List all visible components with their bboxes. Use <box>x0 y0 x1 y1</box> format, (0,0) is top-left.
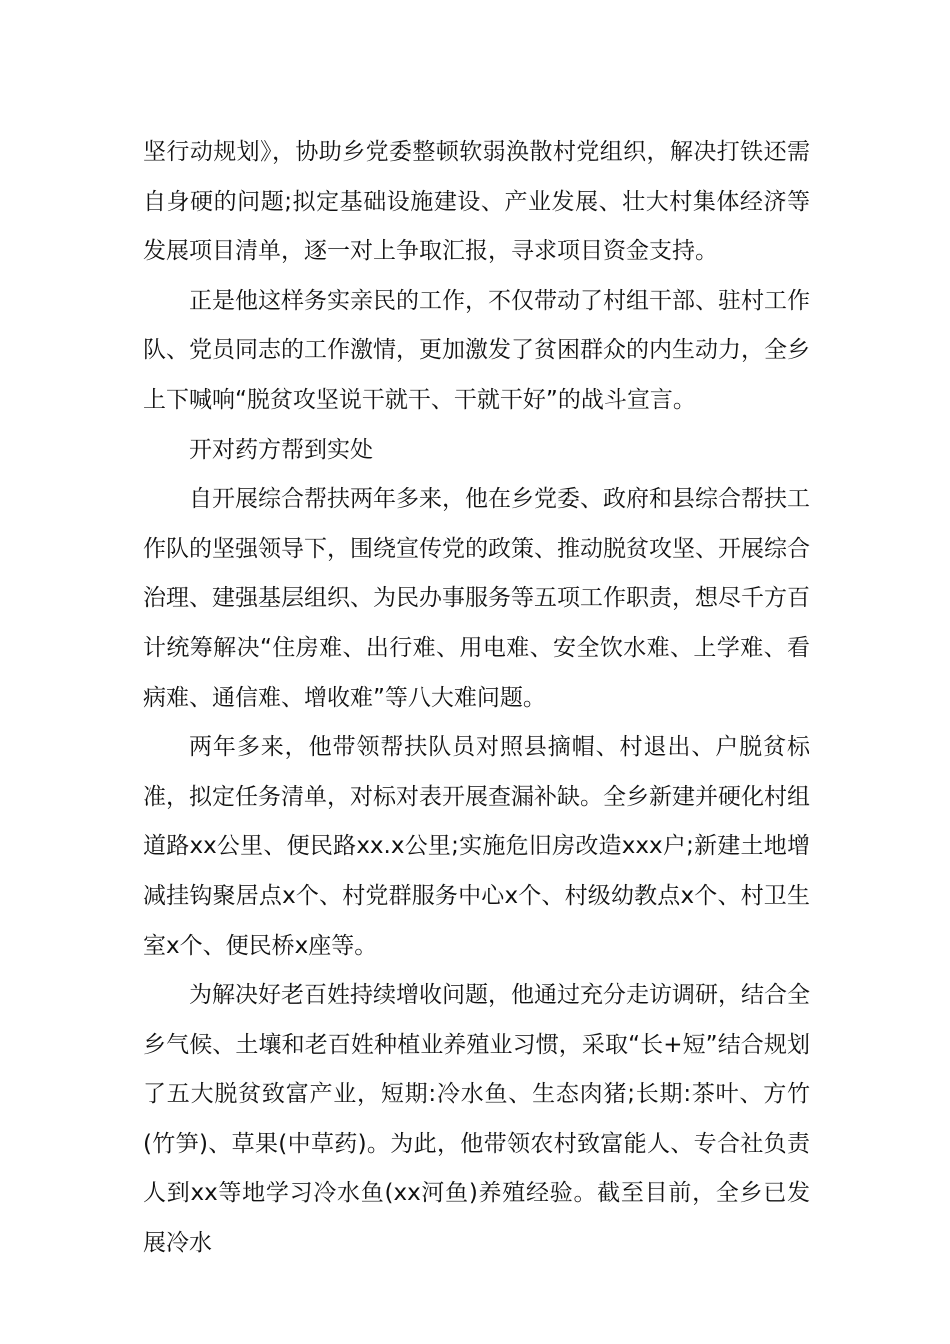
section-heading: 开对药方帮到实处 <box>189 436 373 463</box>
paragraph-1: 坚行动规划》，协助乡党委整顿软弱涣散村党组织，解决打铁还需自身硬的问题;拟定基础设施建设、产业发展、壮大村集体经济等发展项目清单，逐一对上争取汇报，寻求项目资金支持。 <box>143 139 810 265</box>
document-body <box>143 128 810 1269</box>
paragraph-5: 为解决好老百姓持续增收问题，他通过充分走访调研，结合全乡气候、土壤和老百姓种植业养殖业习惯，采取“长+短”结合规划了五大脱贫致富产业，短期:冷水鱼、生态肉猪;长期:茶叶、方竹(竹笋)、草果(中草药)。为此，他带领农村致富能人、专合社负责人到xx等地学习冷水鱼(xx河鱼)养殖经验。截至目前，全乡已发展冷水 <box>143 982 810 1257</box>
paragraph-2: 正是他这样务实亲民的工作，不仅带动了村组干部、驻村工作队、党员同志的工作激情，更加激发了贫困群众的内生动力，全乡上下喊响“脱贫攻坚说干就干、干就干好”的战斗宣言。 <box>143 287 810 413</box>
paragraph-4: 两年多来，他带领帮扶队员对照县摘帽、村退出、户脱贫标准，拟定任务清单，对标对表开展查漏补缺。全乡新建并硬化村组道路xx公里、便民路xx.x公里;实施危旧房改造xxx户;新建土地增减挂钩聚居点x个、村党群服务中心x个、村级幼教点x个、村卫生室x个、便民桥x座等。 <box>143 734 810 959</box>
paragraph-3: 自开展综合帮扶两年多来，他在乡党委、政府和县综合帮扶工作队的坚强领导下，围绕宣传党的政策、推动脱贫攻坚、开展综合治理、建强基层组织、为民办事服务等五项工作职责，想尽千方百计统筹解决“住房难、出行难、用电难、安全饮水难、上学难、看病难、通信难、增收难”等八大难问题。 <box>143 486 810 711</box>
